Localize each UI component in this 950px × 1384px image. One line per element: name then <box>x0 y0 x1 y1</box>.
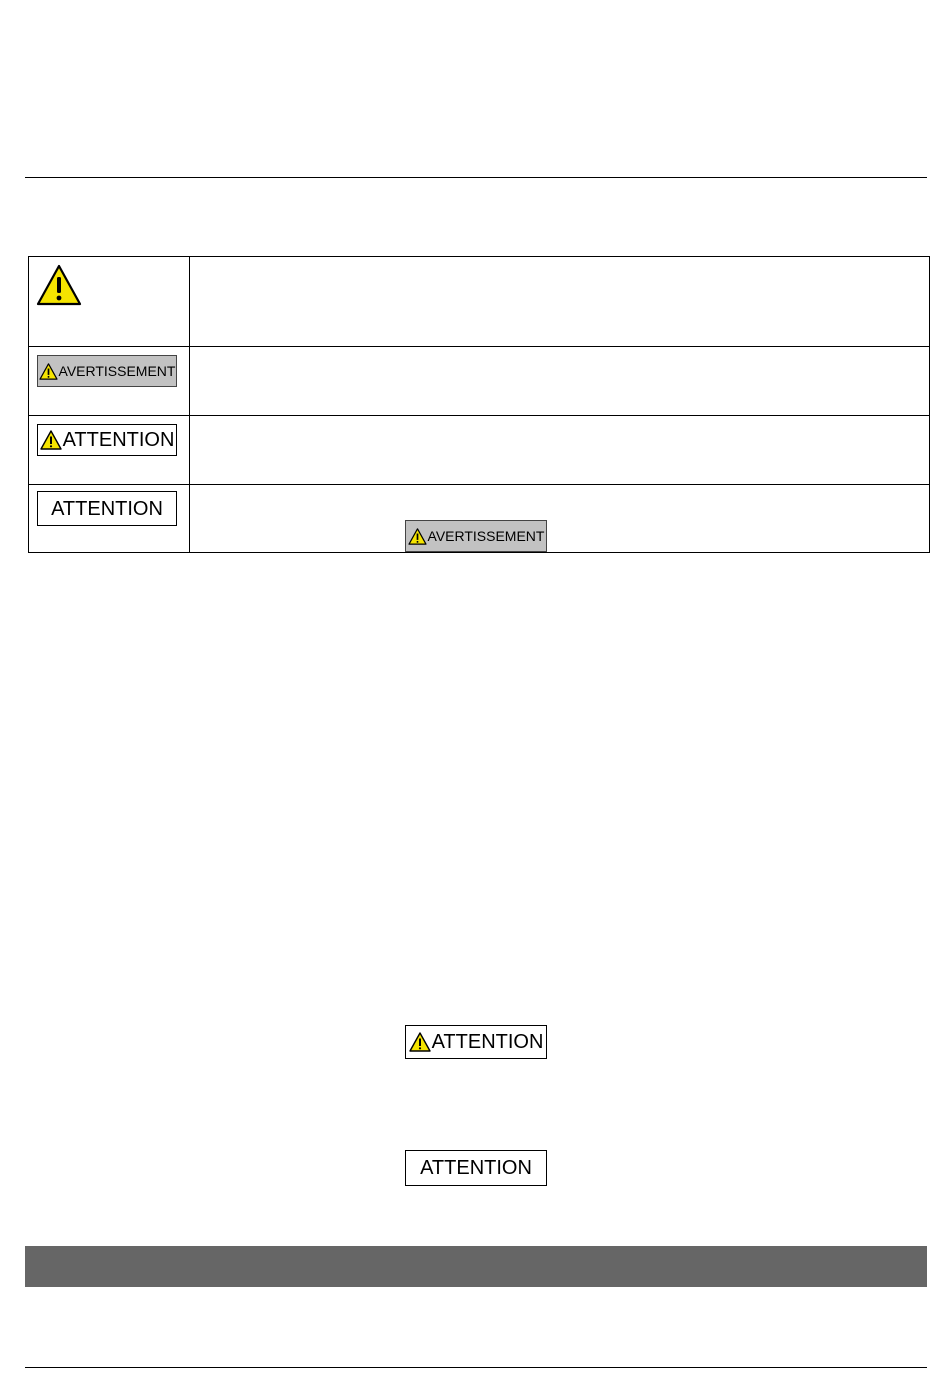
warning-triangle-icon <box>409 1032 431 1052</box>
legend-symbol-cell <box>29 416 190 485</box>
warning-triangle-icon <box>36 264 82 306</box>
footer-rule <box>25 1367 927 1368</box>
attention-triangle-label <box>37 424 177 456</box>
avertissement-label <box>37 355 177 387</box>
legend-description <box>190 416 930 485</box>
warning-triangle-icon <box>39 363 58 380</box>
attention-label-text: ATTENTION <box>51 497 163 520</box>
avertissement-label-text: AVERTISSEMENT <box>427 528 545 544</box>
header-rule <box>25 177 927 178</box>
legend-row-avertissement <box>29 347 930 416</box>
attention-label-text: ATTENTION <box>62 429 175 451</box>
legend-description <box>190 347 930 416</box>
avertissement-label-text: AVERTISSEMENT <box>58 363 176 379</box>
attention-plain-label <box>37 491 177 526</box>
attention-label-text: ATTENTION <box>431 1031 544 1053</box>
legend-symbol-cell <box>29 347 190 416</box>
legend-description <box>190 485 930 553</box>
attention-plain-label <box>405 1150 547 1186</box>
legend-symbol-cell <box>29 257 190 347</box>
attention-triangle-label <box>405 1025 547 1059</box>
warning-triangle-icon <box>408 528 427 545</box>
legend-row-safety-alert <box>29 257 930 347</box>
safety-symbol-legend-table <box>28 256 930 553</box>
legend-symbol-cell <box>29 485 190 553</box>
warning-triangle-icon <box>40 430 62 450</box>
legend-description <box>190 257 930 347</box>
attention-label-text: ATTENTION <box>420 1157 532 1179</box>
legend-row-attention-triangle <box>29 416 930 485</box>
section-header-band <box>25 1246 927 1287</box>
avertissement-label <box>405 520 547 552</box>
